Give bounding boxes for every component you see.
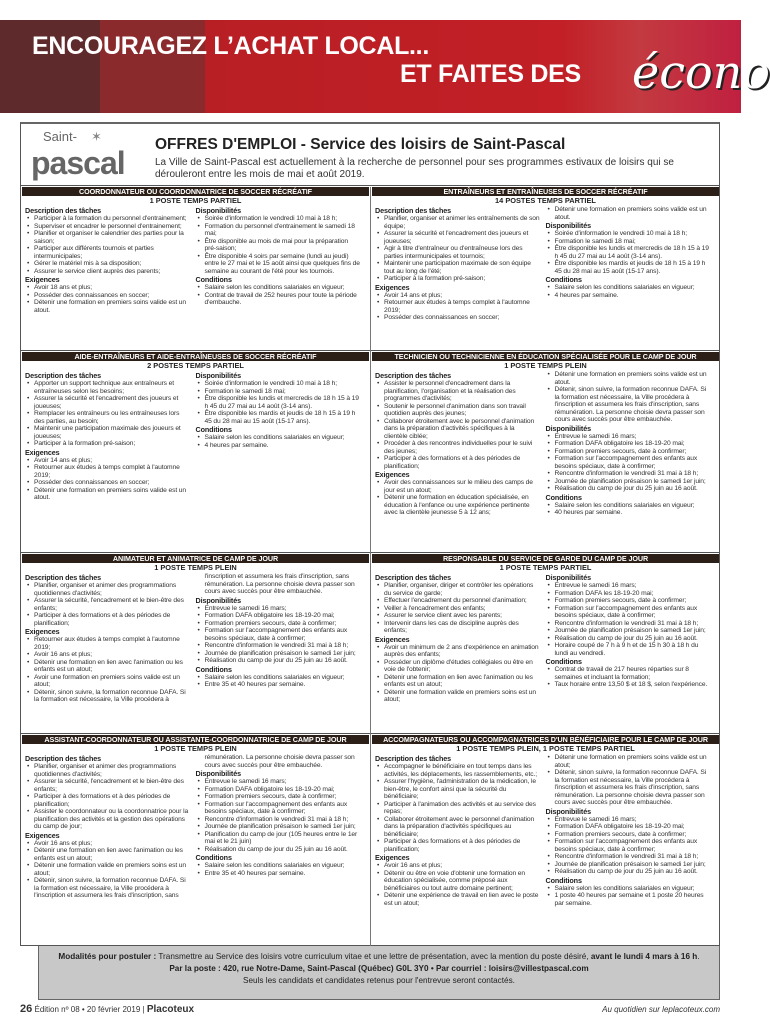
list-item: • Détenir une formation en lien avec l'animation ou les enfants est un atout;	[25, 659, 190, 674]
list-item: • Détenir, sinon suivre, la formation reconnue DAFA. Si la formation est nécessaire, la Ville procédera à l'inscription et assumera les frais d'inscription, sans rémunération. La personne choisie devra passer son cours avec succès pour être embauchée.	[546, 386, 711, 424]
section-divider	[21, 185, 719, 186]
job-section	[22, 554, 369, 734]
list-item: • Détenir une formation en premiers soins valide est un atout.	[25, 487, 190, 502]
job-positions: 1 POSTE TEMPS PARTIEL	[149, 196, 242, 205]
list-item: • Avoir 18 ans et plus;	[25, 284, 190, 292]
list-item: • Entrevue le samedi 16 mars;	[546, 816, 711, 824]
brand-name: Placoteux	[146, 1004, 195, 1015]
list-item: • Détenir une formation en lien avec l'animation ou les enfants est un atout;	[25, 847, 190, 862]
job-section	[22, 735, 369, 946]
list-item: • Formation sur l'accompagnement des enfants aux besoins spéciaux, date à confirmer;	[196, 801, 361, 816]
job-section	[372, 352, 719, 552]
list-item: • Formation premiers secours, date à confirmer;	[196, 793, 361, 801]
job-positions: 1 POSTE TEMPS PARTIEL	[499, 563, 592, 572]
list-item: • Journée de planification présaison le samedi 1er juin;	[546, 627, 711, 635]
job-section	[372, 554, 719, 734]
list-item: • Salaire selon les conditions salariales en vigueur;	[546, 502, 711, 510]
list-item: • Participer à des formations et à des périodes de planification;	[375, 455, 540, 470]
list-item: • Formation le samedi 18 mai;	[196, 388, 361, 396]
ad-title: OFFRES D'EMPLOI - Service des loisirs de Saint-Pascal	[155, 136, 566, 153]
list-item: • Assurer l'hygiène, l'administration de la médication, le bien-être, le confort ainsi que la sécurité du bénéficiaire;	[375, 778, 540, 801]
list-item: • Détenir, sinon suivre, la formation reconnue DAFA. Si la formation est nécessaire, la Ville procédera à l'inscription et assumera les frais d'inscription, sans	[25, 877, 190, 900]
block-heading: Exigences	[25, 275, 60, 284]
job-column	[196, 573, 367, 704]
list-item: • Entre 35 et 40 heures par semaine.	[196, 870, 361, 878]
list-item: • Avoir des connaissances sur le milieu des camps de jour est un atout;	[375, 479, 540, 494]
list-item: • Salaire selon les conditions salariales en vigueur;	[196, 434, 361, 442]
list-item: • Formation sur l'accompagnement des enfants aux besoins spéciaux, date à confirmer;	[546, 455, 711, 470]
list-item: • Intervenir dans les cas de discipline auprès des enfants;	[375, 620, 540, 635]
job-title: AIDE-ENTRAÎNEURS ET AIDE-ENTRAÎNEUSES DE SOCCER RÉCRÉATIF	[22, 352, 369, 361]
block-heading: Exigences	[375, 853, 410, 862]
list-item: • Soirée d'information le vendredi 10 mai à 18 h;	[546, 230, 711, 238]
list-item: • Retourner aux études à temps complet à l'automne 2019;	[25, 636, 190, 651]
list-item: • Participer à des formations et à des périodes de planification;	[25, 793, 190, 808]
banner-line1: ENCOURAGEZ L’ACHAT LOCAL...	[32, 32, 429, 60]
list-item: • Formation premiers secours, date à confirmer;	[546, 448, 711, 456]
job-column	[546, 573, 717, 704]
list-item: • Participer à la formation du personnel d'entrainement;	[25, 215, 190, 223]
list-item: • Assurer le service client auprès des parents;	[25, 268, 190, 276]
list-item: • Formation le samedi 18 mai;	[546, 238, 711, 246]
list-item: • Planifier et organiser le calendrier des parties pour la saison;	[25, 230, 190, 245]
list-item: • 4 heures par semaine.	[196, 442, 361, 450]
list-item: • Salaire selon les conditions salariales en vigueur;	[196, 674, 361, 682]
list-item: • Journée de planification présaison le samedi 1er juin;	[546, 478, 711, 486]
block-heading: Description des tâches	[375, 371, 452, 380]
list-item: • Agir à titre d'entraîneur ou d'entraîneuse lors des parties intermunicipales et tournois;	[375, 245, 540, 260]
apply-note: Seuls les candidats et candidates retenus pour l'entrevue seront contactés.	[243, 976, 515, 985]
list-item: • Détenir une formation valide en premiers soins est un atout;	[25, 862, 190, 877]
list-item: • Soirée d'information le vendredi 10 mai à 18 h;	[196, 215, 361, 223]
job-positions: 1 POSTE TEMPS PLEIN, 1 POSTE TEMPS PARTIEL	[456, 744, 635, 753]
list-item: • Formation premiers secours, date à confirmer;	[546, 597, 711, 605]
list-item: • Avoir une formation en premiers soins valide est un atout;	[25, 674, 190, 689]
list-item: • Détenir une formation valide en premiers soins est un atout;	[375, 689, 540, 704]
list-item: • Détenir une expérience de travail en lien avec le poste est un atout;	[375, 892, 540, 907]
list-item: • Participer à des formations et à des périodes de planification;	[25, 612, 190, 627]
block-heading: Conditions	[545, 657, 582, 666]
list-item: • Formation DAFA obligatoire les 18-19-20 mai;	[546, 440, 711, 448]
list-item: • 40 heures par semaine.	[546, 509, 711, 517]
continued-text: rémunération. La personne choisie devra passer son cours avec succès pour être embauchée.	[204, 754, 355, 769]
list-item: • Entrevue le samedi 16 mars;	[546, 582, 711, 590]
list-item: • Avoir 16 ans et plus;	[25, 840, 190, 848]
job-column	[25, 754, 196, 900]
list-item: • Horaire coupé de 7 h à 9 h et de 15 h 30 à 18 h du lundi au vendredi.	[546, 642, 711, 657]
page-footer	[20, 1003, 720, 1016]
block-heading: Disponibilités	[545, 573, 591, 582]
job-column	[546, 754, 717, 907]
apply-deadline: avant le lundi 4 mars à 16 h	[590, 952, 698, 961]
list-item: • Collaborer étroitement avec le personnel d'animation dans la préparation d'activités spécifiques à la clientèle ciblée;	[375, 418, 540, 441]
list-item: • Contrat de travail de 252 heures pour toute la période d'embauche.	[196, 292, 361, 307]
block-heading: Conditions	[195, 425, 232, 434]
list-item: • Formation sur l'accompagnement des enfants aux besoins spéciaux, date à confirmer;	[546, 605, 711, 620]
list-item: • Rencontre d'information le vendredi 31 mai à 18 h;	[196, 642, 361, 650]
list-item: • Journée de planification présaison le samedi 1er juin;	[546, 861, 711, 869]
list-item: • Entre 35 et 40 heures par semaine.	[196, 681, 361, 689]
list-item: • Salaire selon les conditions salariales en vigueur;	[196, 284, 361, 292]
list-item: • Posséder des connaissances en soccer;	[25, 479, 190, 487]
list-item: • Assurer le service client avec les parents;	[375, 612, 540, 620]
block-heading: Disponibilités	[545, 423, 591, 433]
list-item: • Soirée d'information le vendredi 10 mai à 18 h;	[196, 380, 361, 388]
list-item: • Être disponible au mois de mai pour la préparation pré-saison;	[196, 238, 361, 253]
block-heading: Description des tâches	[375, 573, 452, 582]
list-item: • Détenir une formation en premiers soins valide est un atout.	[25, 299, 190, 314]
list-item: • Posséder des connaissances en soccer;	[375, 314, 540, 322]
banner-script-logo: écono	[632, 45, 770, 99]
list-item: • Gérer le matériel mis à sa disposition;	[25, 260, 190, 268]
list-item: • Formation premiers secours, date à confirmer;	[546, 831, 711, 839]
edition-info: Édition nº 08 • 20 février 2019 |	[34, 1005, 145, 1014]
list-item: • Superviser et encadrer le personnel d'entrainement;	[25, 223, 190, 231]
list-item: • Assurer la sécurité et l'encadrement des joueurs et joueuses;	[25, 395, 190, 410]
column-divider	[370, 187, 371, 947]
list-item: • Détenir une formation en éducation spécialisée, en éducation à l'enfance ou une expérience pertinente avec la clientèle jeunesse 5 à 12 ans;	[375, 494, 540, 517]
list-item: • Être disponible les mardis et jeudis de 18 h 15 à 19 h 45 du 28 mai au 15 août (15-17 ans).	[196, 410, 361, 425]
list-item: • Avoir 16 ans et plus;	[25, 651, 190, 659]
list-item: • Formation DAFA obligatoire les 18-19-20 mai;	[196, 786, 361, 794]
job-column	[546, 371, 717, 517]
block-heading: Description des tâches	[375, 754, 452, 763]
block-heading: Description des tâches	[25, 754, 102, 763]
page-number: 26	[20, 1003, 33, 1015]
banner-ad	[0, 20, 770, 113]
list-item: • Rencontre d'information le vendredi 31 mai à 18 h;	[546, 620, 711, 628]
list-item: • Être disponible les lundis et mercredis de 18 h 15 à 19 h 45 du 27 mai au 14 août (3-14 ans).	[196, 395, 361, 410]
block-heading: Disponibilités	[545, 221, 591, 230]
list-item: • Formation premiers secours, date à confirmer;	[196, 620, 361, 628]
job-column	[546, 206, 717, 322]
list-item: • Assurer la sécurité et l'encadrement des joueurs et joueuses;	[375, 230, 540, 245]
list-item: • Réalisation du camp de jour du 25 juin au 16 août.	[196, 657, 361, 665]
list-item: • Réalisation du camp de jour du 25 juin au 16 août.	[546, 868, 711, 876]
block-heading: Description des tâches	[25, 371, 102, 380]
list-item: • Formation du personnel d'entrainement le samedi 18 mai;	[196, 223, 361, 238]
list-item: • Être disponible les lundis et mercredis de 18 h 15 à 19 h 45 du 27 mai au 14 août (3-14 ans).	[546, 245, 711, 260]
job-title: ASSISTANT-COORDONNATEUR OU ASSISTANTE-COORDONNATRICE DE CAMP DE JOUR	[22, 735, 369, 744]
list-item: • Posséder des connaissances en soccer;	[25, 292, 190, 300]
block-heading: Disponibilités	[195, 371, 241, 380]
job-positions: 1 POSTE TEMPS PLEIN	[154, 563, 237, 572]
apply-label: Modalités pour postuler :	[58, 952, 157, 961]
block-heading: Conditions	[195, 275, 232, 284]
job-column	[196, 754, 367, 900]
list-item: • Être disponible 4 soirs par semaine (lundi au jeudi) entre le 27 mai et le 15 août ainsi que quelques fins de semaine au courant de l'été pour les tournois.	[196, 253, 361, 276]
list-item: • Détenir une formation en premiers soins valide est un atout;	[546, 754, 711, 769]
list-item: • Assurer la sécurité, l'encadrement et le bien-être des enfants;	[25, 597, 190, 612]
job-section	[372, 187, 719, 350]
block-heading: Conditions	[545, 275, 582, 284]
list-item: • Procéder à des rencontres individuelles pour le suivi des jeunes;	[375, 440, 540, 455]
logo-bottom: pascal	[31, 145, 125, 181]
list-item: • Détenir, sinon suivre, la formation reconnue DAFA. Si la formation est nécessaire, la Ville procédera à l'inscription et assumera les frais d'inscription, sans rémunération. La personne choisie devra passer son cours avec succès pour être embauchée.	[546, 769, 711, 807]
list-item: • Rencontre d'information le vendredi 31 mai à 18 h;	[546, 853, 711, 861]
list-item: • Veiller à l'encadrement des enfants;	[375, 605, 540, 613]
job-section	[22, 352, 369, 552]
list-item: • Soutenir le personnel d'animation dans son travail quotidien auprès des jeunes;	[375, 403, 540, 418]
list-item: • Participer à la formation pré-saison;	[375, 275, 540, 283]
block-heading: Exigences	[25, 447, 60, 457]
apply-text: Transmettre au Service des loisirs votre curriculum vitae et une lettre de présentation, avec la mention du poste désiré,	[156, 952, 591, 961]
job-title: ACCOMPAGNATEURS OU ACCOMPAGNATRICES D'UN BÉNÉFICIAIRE POUR LE CAMP DE JOUR	[372, 735, 719, 744]
list-item: • Détenir une formation en lien avec l'animation ou les enfants est un atout;	[375, 674, 540, 689]
list-item: • Entrevue le samedi 16 mars;	[196, 605, 361, 613]
list-item: • Salaire selon les conditions salariales en vigueur;	[546, 885, 711, 893]
application-info: Modalités pour postuler : Transmettre au Service des loisirs votre curriculum vitae et une lettre de présentation, avec la mention du poste désiré, avant le lundi 4 mars à 16 h. Par la poste : 420, rue Notre-Dame, Saint-Pascal (Québec) G0L 3Y0 • Par courriel : loisirs@villestpascal.com Seuls les candidats et candidates retenus pour l'entrevue seront contactés.	[38, 946, 720, 1000]
list-item: • Détenir une formation en premiers soins valide est un atout.	[546, 371, 711, 386]
ad-intro: La Ville de Saint-Pascal est actuellement à la recherche de personnel pour ses programmes estivaux de loisirs qui se dérouleront entre les mois de mai et août 2019.	[155, 157, 674, 180]
list-item: • Formation sur l'accompagnement des enfants aux besoins spéciaux, date à confirmer;	[546, 838, 711, 853]
list-item: • Formation DAFA obligatoire les 18-19-20 mai;	[196, 612, 361, 620]
list-item: • Détenir ou être en voie d'obtenir une formation en éducation spécialisée, comme préposé aux bénéficiaires ou tout autre domaine pertinent;	[375, 870, 540, 893]
block-heading: Disponibilités	[195, 595, 241, 605]
job-section	[372, 735, 719, 946]
list-item: • Détenir, sinon suivre, la formation reconnue DAFA. Si la formation est nécessaire, la Ville procédera à	[25, 689, 190, 704]
list-item: • Réalisation du camp de jour du 25 juin au 16 août.	[546, 635, 711, 643]
list-item: • Participer à l'animation des activités et au service des repas;	[375, 801, 540, 816]
block-heading: Exigences	[25, 627, 60, 636]
logo-top: Saint-	[43, 129, 77, 144]
job-column	[196, 371, 367, 502]
block-heading: Disponibilités	[195, 769, 241, 778]
job-positions: 14 POSTES TEMPS PARTIEL	[495, 196, 596, 205]
job-column	[25, 206, 196, 314]
list-item: • Journée de planification présaison le samedi 1er juin;	[196, 650, 361, 658]
job-title: RESPONSABLE DU SERVICE DE GARDE DU CAMP DE JOUR	[372, 554, 719, 563]
list-item: • Planifier, organiser et animer les entraînements de son équipe;	[375, 215, 540, 230]
list-item: • Formation DAFA les 18-19-20 mai;	[546, 590, 711, 598]
block-heading: Exigences	[375, 282, 410, 292]
job-column	[375, 371, 546, 517]
block-heading: Conditions	[545, 492, 582, 502]
list-item: • Retourner aux études à temps complet à l'automne 2019;	[375, 299, 540, 314]
list-item: • Remplacer les entraîneurs ou les entraîneuses lors des parties, au besoin;	[25, 410, 190, 425]
job-positions: 2 POSTES TEMPS PARTIEL	[147, 361, 244, 370]
list-item: • Formation DAFA obligatoire les 18-19-20 mai;	[546, 823, 711, 831]
block-heading: Conditions	[545, 875, 582, 885]
block-heading: Description des tâches	[25, 573, 102, 582]
list-item: • Maintenir une participation maximale des joueurs et joueuses;	[25, 425, 190, 440]
list-item: • Accompagner le bénéficiaire en tout temps dans les activités, les déplacements, les rassemblements, etc.;	[375, 763, 540, 778]
list-item: • Réalisation du camp de jour du 25 juin au 16 août.	[546, 485, 711, 493]
list-item: • Salaire selon les conditions salariales en vigueur;	[546, 284, 711, 292]
job-ad	[20, 122, 720, 946]
list-item: • Planification du camp de jour (105 heures entre le 1er mai et le 21 juin)	[196, 831, 361, 846]
job-column	[375, 573, 546, 704]
job-column	[25, 371, 196, 502]
list-item: • 1 poste 40 heures par semaine et 1 poste 20 heures par semaine.	[546, 892, 711, 907]
block-heading: Description des tâches	[25, 206, 102, 215]
list-item: • Participer à des formations et à des périodes de planification;	[375, 838, 540, 853]
list-item: • 4 heures par semaine.	[546, 292, 711, 300]
job-column	[375, 206, 546, 322]
job-positions: 1 POSTE TEMPS PLEIN	[504, 361, 587, 370]
job-column	[25, 573, 196, 704]
block-heading: Description des tâches	[375, 206, 452, 215]
block-heading: Exigences	[375, 634, 410, 644]
list-item: • Avoir 14 ans et plus;	[375, 292, 540, 300]
list-item: • Planifier, organiser et animer des programmations quotidiennes d'activités;	[25, 763, 190, 778]
list-item: • Assister le personnel d'encadrement dans la planification, l'organisation et la réalisation des programmes d'activités;	[375, 380, 540, 403]
list-item: • Entrevue le samedi 16 mars;	[546, 433, 711, 441]
list-item: • Maintenir une participation maximale de son équipe tout au long de l'été;	[375, 260, 540, 275]
list-item: • Participer à la formation pré-saison;	[25, 440, 190, 448]
job-title: ENTRAÎNEURS ET ENTRAÎNEUSES DE SOCCER RÉCRÉATIF	[372, 187, 719, 196]
list-item: • Formation sur l'accompagnement des enfants aux besoins spéciaux, date à confirmer;	[196, 627, 361, 642]
list-item: • Rencontre d'information le vendredi 31 mai à 18 h;	[196, 816, 361, 824]
saint-pascal-logo	[29, 130, 133, 184]
job-section	[22, 187, 369, 350]
block-heading: Disponibilités	[195, 206, 241, 215]
block-heading: Disponibilités	[545, 806, 591, 816]
list-item: • Planifier, organiser et animer des programmations quotidiennes d'activités;	[25, 582, 190, 597]
continued-text: l'inscription et assumera les frais d'inscription, sans rémunération. La personne choisie devra passer son cours avec succès pour être embauchée.	[204, 573, 355, 595]
job-positions: 1 POSTE TEMPS PLEIN	[154, 744, 237, 753]
list-item: • Assurer la sécurité, l'encadrement et le bien-être des enfants;	[25, 778, 190, 793]
list-item: • Être disponible les mardis et jeudis de 18 h 15 à 19 h 45 du 28 mai au 15 août (15-17 ans).	[546, 260, 711, 275]
list-item: • Avoir 14 ans et plus;	[25, 457, 190, 465]
job-column	[375, 754, 546, 907]
block-heading: Exigences	[375, 470, 410, 479]
list-item: • Participer aux différents tournois et parties intermunicipales;	[25, 245, 190, 260]
apply-contact: Par la poste : 420, rue Notre-Dame, Saint-Pascal (Québec) G0L 3Y0 • Par courriel : loisirs@villestpascal.com	[169, 964, 589, 973]
list-item: • Avoir 16 ans et plus;	[375, 862, 540, 870]
list-item: • Posséder un diplôme d'études collégiales ou être en voie de l'obtenir;	[375, 659, 540, 674]
block-heading: Exigences	[25, 830, 60, 840]
job-title: TECHNICIEN OU TECHNICIENNE EN ÉDUCATION SPÉCIALISÉE POUR LE CAMP DE JOUR	[372, 352, 719, 361]
list-item: • Apporter un support technique aux entraîneurs et entraîneuses selon les besoins;	[25, 380, 190, 395]
leaf-person-icon: ✶	[91, 129, 102, 144]
list-item: • Détenir une formation en premiers soins valide est un atout.	[546, 206, 711, 221]
job-column	[196, 206, 367, 314]
website-tagline: Au quotidien sur leplacoteux.com	[602, 1005, 720, 1014]
block-heading: Conditions	[195, 664, 232, 674]
list-item: • Rencontre d'information le vendredi 31 mai à 18 h;	[546, 470, 711, 478]
list-item: • Journée de planification présaison le samedi 1er juin;	[196, 823, 361, 831]
job-title: ANIMATEUR ET ANIMATRICE DE CAMP DE JOUR	[22, 554, 369, 563]
banner-line2: ET FAITES DES	[400, 60, 581, 88]
list-item: • Assister le coordonnateur ou la coordonnatrice pour la planification des activités et la gestion des opérations du camp de jour;	[25, 808, 190, 831]
list-item: • Retourner aux études à temps complet à l'automne 2019;	[25, 464, 190, 479]
list-item: • Réalisation du camp de jour du 25 juin au 16 août.	[196, 846, 361, 854]
list-item: • Effectuer l'encadrement du personnel d'animation;	[375, 597, 540, 605]
list-item: • Contrat de travail de 217 heures réparties sur 8 semaines et incluant la formation;	[546, 666, 711, 681]
job-title: COORDONNATEUR OU COORDONNATRICE DE SOCCER RÉCRÉATIF	[22, 187, 369, 196]
list-item: • Planifier, organiser, diriger et contrôler les opérations du service de garde;	[375, 582, 540, 597]
list-item: • Avoir un minimum de 2 ans d'expérience en animation auprès des enfants;	[375, 644, 540, 659]
block-heading: Conditions	[195, 853, 232, 862]
list-item: • Salaire selon les conditions salariales en vigueur;	[196, 862, 361, 870]
list-item: • Taux horaire entre 13,50 $ et 18 $, selon l'expérience.	[546, 681, 711, 689]
list-item: • Collaborer étroitement avec le personnel d'animation dans la préparation d'activités spécifiques au bénéficiaire;	[375, 816, 540, 839]
list-item: • Entrevue le samedi 16 mars;	[196, 778, 361, 786]
